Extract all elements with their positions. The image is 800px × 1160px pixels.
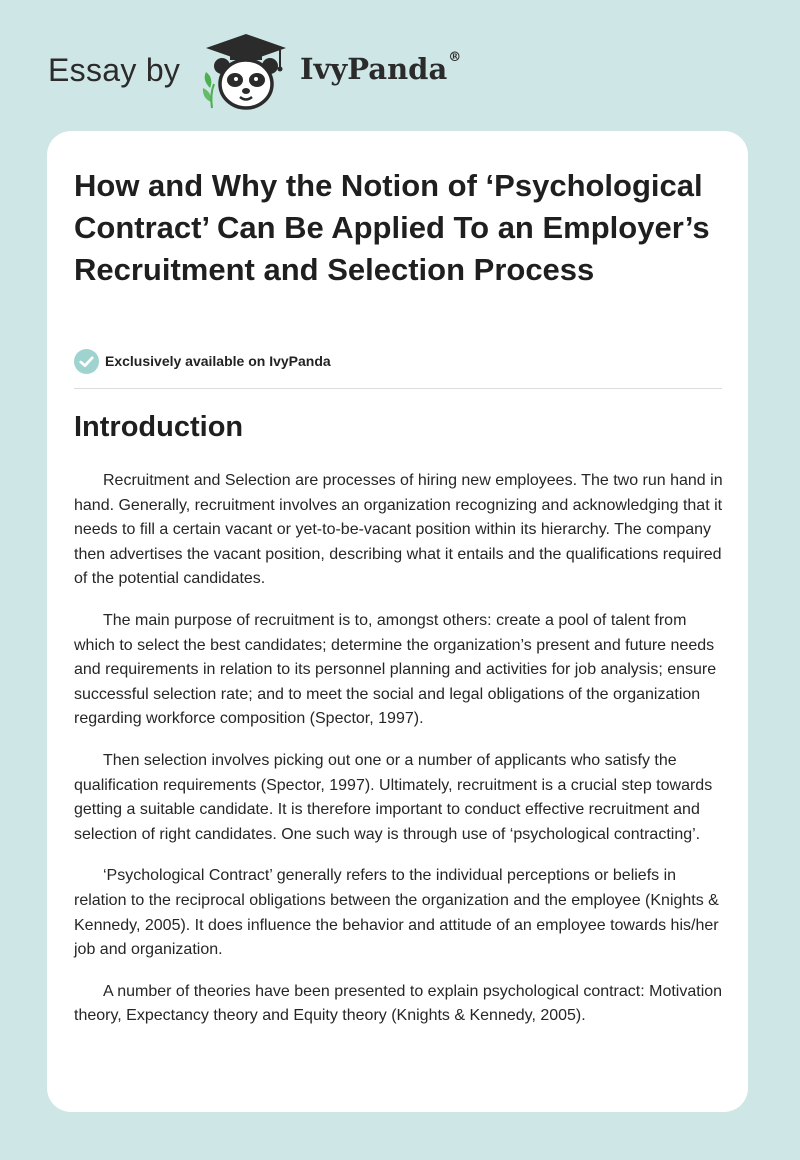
exclusive-badge-text: Exclusively available on IvyPanda	[105, 353, 331, 369]
essay-body	[74, 469, 724, 1046]
brand-name: IvyPanda®	[300, 50, 462, 86]
paragraph: Then selection involves picking out one or a number of applicants who satisfy the qualification requirements (Spector, 1997). Ultimately, recruitment is a crucial step towards getting a suitable candidate. It is therefore important to conduct effective recruitment and selection of right candidates. One such way is through use of ‘psychological contracting’.	[74, 751, 713, 843]
paragraph: The main purpose of recruitment is to, amongst others: create a pool of talent from which to select the best candidates; determine the organization’s present and future needs and requirements in relation to its personnel planning and activities for job analysis; ensure successful selection rate; and to meet the social and legal obligations of the organization regarding workforce composition (Spector, 1997).	[74, 611, 717, 728]
divider	[74, 388, 722, 389]
essay-title: How and Why the Notion of ‘Psychological Contract’ Can Be Applied To an Employer’s Recruitment and Selection Process	[74, 168, 710, 287]
section-heading-introduction: Introduction	[74, 411, 244, 443]
essay-card	[47, 131, 748, 1112]
brand-prefix: Essay by	[48, 52, 181, 88]
paragraph: ‘Psychological Contract’ generally refers to the individual perceptions or beliefs in relation to the reciprocal obligations between the organization and the employee (Knights & Kennedy, 2005). It does influence the behavior and attitude of an employee towards his/her job and organization.	[74, 867, 719, 959]
exclusive-badge	[74, 348, 331, 374]
panda-graduate-logo-icon	[200, 32, 292, 112]
paragraph: Recruitment and Selection are processes of hiring new employees. The two run hand in hand. Generally, recruitment involves an organization recognizing and acknowledging that it needs to fill a certain vacant or yet-to-be-vacant position within its hierarchy. The company then advertises the vacant position, describing what it entails and the qualifications required of the potential candidates.	[74, 472, 723, 588]
brand-header[interactable]	[48, 32, 468, 112]
check-circle-icon	[74, 349, 99, 374]
registered-mark: ®	[448, 50, 462, 65]
paragraph: A number of theories have been presented to explain psychological contract: Motivation theory, Expectancy theory and Equity theory (Knights & Kennedy, 2005).	[74, 982, 723, 1025]
